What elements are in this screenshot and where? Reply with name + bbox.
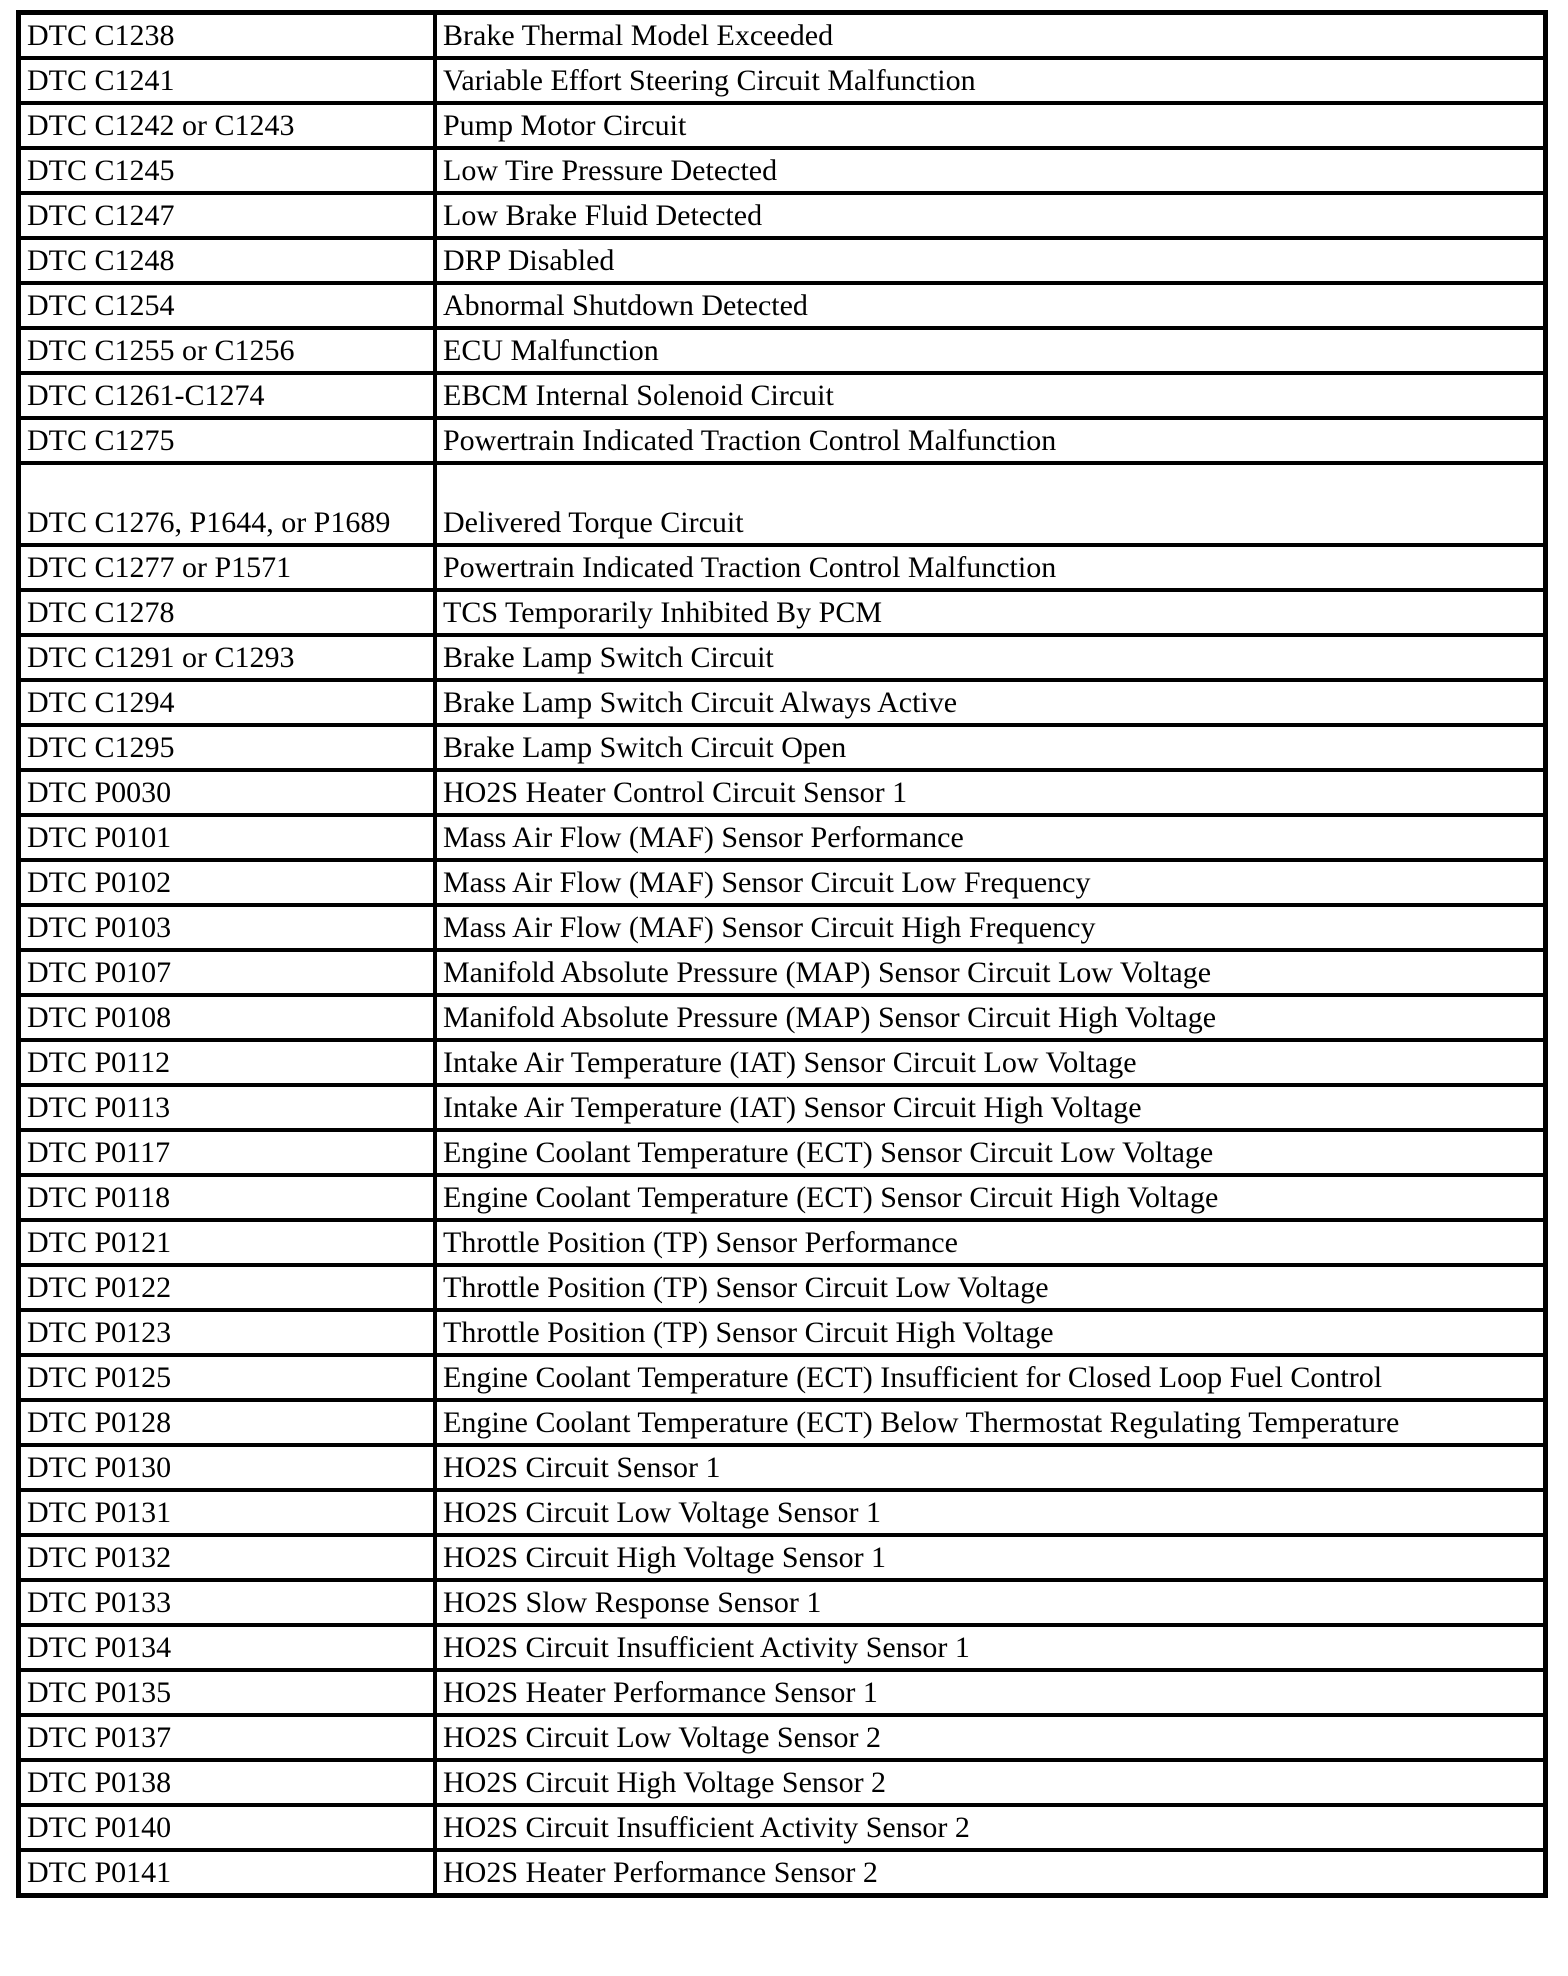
dtc-code-cell: DTC C1238 <box>19 13 436 59</box>
dtc-code-cell: DTC C1241 <box>19 58 436 103</box>
table-row <box>19 148 1546 193</box>
dtc-description-cell: Throttle Position (TP) Sensor Circuit Low Voltage <box>435 1265 1546 1310</box>
table-row <box>19 463 1546 545</box>
dtc-description-cell: Delivered Torque Circuit <box>435 463 1546 545</box>
dtc-code-cell: DTC P0125 <box>19 1355 436 1400</box>
table-row <box>19 1535 1546 1580</box>
table-row <box>19 1040 1546 1085</box>
dtc-code-cell: DTC P0117 <box>19 1130 436 1175</box>
dtc-code-cell: DTC P0112 <box>19 1040 436 1085</box>
table-row <box>19 283 1546 328</box>
dtc-code-cell: DTC C1278 <box>19 590 436 635</box>
dtc-description-cell: ECU Malfunction <box>435 328 1546 373</box>
dtc-code-cell: DTC C1254 <box>19 283 436 328</box>
dtc-code-cell: DTC P0137 <box>19 1715 436 1760</box>
table-row <box>19 1715 1546 1760</box>
dtc-description-cell: Brake Lamp Switch Circuit Always Active <box>435 680 1546 725</box>
dtc-description-cell: TCS Temporarily Inhibited By PCM <box>435 590 1546 635</box>
dtc-description-cell: Manifold Absolute Pressure (MAP) Sensor Circuit High Voltage <box>435 995 1546 1040</box>
table-row <box>19 725 1546 770</box>
table-row <box>19 1175 1546 1220</box>
table-row <box>19 13 1546 59</box>
dtc-description-cell: Throttle Position (TP) Sensor Performance <box>435 1220 1546 1265</box>
dtc-description-cell: HO2S Slow Response Sensor 1 <box>435 1580 1546 1625</box>
dtc-description-cell: Intake Air Temperature (IAT) Sensor Circuit High Voltage <box>435 1085 1546 1130</box>
table-row <box>19 635 1546 680</box>
dtc-description-cell: Powertrain Indicated Traction Control Malfunction <box>435 545 1546 590</box>
table-row <box>19 905 1546 950</box>
dtc-code-cell: DTC C1261-C1274 <box>19 373 436 418</box>
table-row <box>19 1580 1546 1625</box>
dtc-description-cell: Mass Air Flow (MAF) Sensor Circuit Low Frequency <box>435 860 1546 905</box>
dtc-code-cell: DTC C1245 <box>19 148 436 193</box>
table-row <box>19 373 1546 418</box>
dtc-code-cell: DTC P0121 <box>19 1220 436 1265</box>
table-row <box>19 58 1546 103</box>
dtc-code-cell: DTC C1277 or P1571 <box>19 545 436 590</box>
dtc-description-cell: HO2S Heater Control Circuit Sensor 1 <box>435 770 1546 815</box>
dtc-description-cell: Pump Motor Circuit <box>435 103 1546 148</box>
table-row <box>19 1085 1546 1130</box>
table-row <box>19 1400 1546 1445</box>
dtc-description-cell: Mass Air Flow (MAF) Sensor Circuit High Frequency <box>435 905 1546 950</box>
dtc-description-cell: Engine Coolant Temperature (ECT) Below Thermostat Regulating Temperature <box>435 1400 1546 1445</box>
dtc-code-cell: DTC C1247 <box>19 193 436 238</box>
table-row <box>19 1805 1546 1850</box>
table-row <box>19 1220 1546 1265</box>
dtc-code-cell: DTC P0123 <box>19 1310 436 1355</box>
dtc-description-cell: HO2S Heater Performance Sensor 2 <box>435 1850 1546 1896</box>
dtc-code-cell: DTC P0140 <box>19 1805 436 1850</box>
dtc-description-cell: HO2S Circuit High Voltage Sensor 1 <box>435 1535 1546 1580</box>
dtc-description-cell: Powertrain Indicated Traction Control Malfunction <box>435 418 1546 463</box>
dtc-code-cell: DTC P0130 <box>19 1445 436 1490</box>
dtc-description-cell: Variable Effort Steering Circuit Malfunction <box>435 58 1546 103</box>
dtc-description-cell: Low Brake Fluid Detected <box>435 193 1546 238</box>
dtc-description-cell: DRP Disabled <box>435 238 1546 283</box>
dtc-description-cell: HO2S Circuit Insufficient Activity Sensor 2 <box>435 1805 1546 1850</box>
dtc-description-cell: Brake Lamp Switch Circuit Open <box>435 725 1546 770</box>
dtc-code-cell: DTC P0103 <box>19 905 436 950</box>
dtc-code-cell: DTC C1275 <box>19 418 436 463</box>
dtc-description-cell: EBCM Internal Solenoid Circuit <box>435 373 1546 418</box>
table-row <box>19 1850 1546 1896</box>
dtc-code-cell: DTC P0113 <box>19 1085 436 1130</box>
dtc-description-cell: Brake Thermal Model Exceeded <box>435 13 1546 59</box>
table-row <box>19 815 1546 860</box>
dtc-code-cell: DTC C1242 or C1243 <box>19 103 436 148</box>
table-row <box>19 1130 1546 1175</box>
dtc-code-cell: DTC P0135 <box>19 1670 436 1715</box>
dtc-table <box>16 10 1548 1898</box>
dtc-description-cell: HO2S Circuit High Voltage Sensor 2 <box>435 1760 1546 1805</box>
dtc-code-cell: DTC C1295 <box>19 725 436 770</box>
table-row <box>19 1490 1546 1535</box>
dtc-code-cell: DTC P0030 <box>19 770 436 815</box>
dtc-code-cell: DTC P0138 <box>19 1760 436 1805</box>
dtc-code-cell: DTC C1248 <box>19 238 436 283</box>
dtc-description-cell: Manifold Absolute Pressure (MAP) Sensor Circuit Low Voltage <box>435 950 1546 995</box>
dtc-description-cell: HO2S Circuit Low Voltage Sensor 2 <box>435 1715 1546 1760</box>
dtc-description-cell: Engine Coolant Temperature (ECT) Sensor Circuit High Voltage <box>435 1175 1546 1220</box>
table-row <box>19 1265 1546 1310</box>
table-row <box>19 1670 1546 1715</box>
dtc-code-cell: DTC P0118 <box>19 1175 436 1220</box>
table-row <box>19 238 1546 283</box>
table-row <box>19 860 1546 905</box>
dtc-description-cell: Abnormal Shutdown Detected <box>435 283 1546 328</box>
dtc-code-cell: DTC C1276, P1644, or P1689 <box>19 463 436 545</box>
dtc-code-cell: DTC P0107 <box>19 950 436 995</box>
table-row <box>19 770 1546 815</box>
dtc-description-cell: Engine Coolant Temperature (ECT) Sensor Circuit Low Voltage <box>435 1130 1546 1175</box>
dtc-code-cell: DTC C1255 or C1256 <box>19 328 436 373</box>
table-row <box>19 328 1546 373</box>
dtc-description-cell: HO2S Circuit Low Voltage Sensor 1 <box>435 1490 1546 1535</box>
dtc-code-cell: DTC P0122 <box>19 1265 436 1310</box>
dtc-description-cell: Throttle Position (TP) Sensor Circuit High Voltage <box>435 1310 1546 1355</box>
table-row <box>19 193 1546 238</box>
dtc-code-cell: DTC C1291 or C1293 <box>19 635 436 680</box>
dtc-description-cell: HO2S Circuit Sensor 1 <box>435 1445 1546 1490</box>
table-row <box>19 103 1546 148</box>
dtc-code-cell: DTC P0131 <box>19 1490 436 1535</box>
dtc-description-cell: Mass Air Flow (MAF) Sensor Performance <box>435 815 1546 860</box>
table-row <box>19 418 1546 463</box>
dtc-code-cell: DTC C1294 <box>19 680 436 725</box>
dtc-code-cell: DTC P0128 <box>19 1400 436 1445</box>
dtc-code-cell: DTC P0102 <box>19 860 436 905</box>
table-row <box>19 1310 1546 1355</box>
table-row <box>19 950 1546 995</box>
dtc-description-cell: Engine Coolant Temperature (ECT) Insufficient for Closed Loop Fuel Control <box>435 1355 1546 1400</box>
dtc-code-cell: DTC P0141 <box>19 1850 436 1896</box>
table-row <box>19 545 1546 590</box>
dtc-code-cell: DTC P0132 <box>19 1535 436 1580</box>
dtc-description-cell: Intake Air Temperature (IAT) Sensor Circuit Low Voltage <box>435 1040 1546 1085</box>
dtc-code-cell: DTC P0108 <box>19 995 436 1040</box>
table-row <box>19 1445 1546 1490</box>
dtc-code-cell: DTC P0101 <box>19 815 436 860</box>
dtc-description-cell: HO2S Heater Performance Sensor 1 <box>435 1670 1546 1715</box>
table-row <box>19 1355 1546 1400</box>
dtc-description-cell: Low Tire Pressure Detected <box>435 148 1546 193</box>
table-row <box>19 680 1546 725</box>
dtc-description-cell: Brake Lamp Switch Circuit <box>435 635 1546 680</box>
table-row <box>19 1625 1546 1670</box>
table-row <box>19 995 1546 1040</box>
dtc-code-cell: DTC P0134 <box>19 1625 436 1670</box>
dtc-code-cell: DTC P0133 <box>19 1580 436 1625</box>
dtc-description-cell: HO2S Circuit Insufficient Activity Sensor 1 <box>435 1625 1546 1670</box>
table-row <box>19 590 1546 635</box>
table-row <box>19 1760 1546 1805</box>
dtc-table-body <box>19 13 1546 1896</box>
